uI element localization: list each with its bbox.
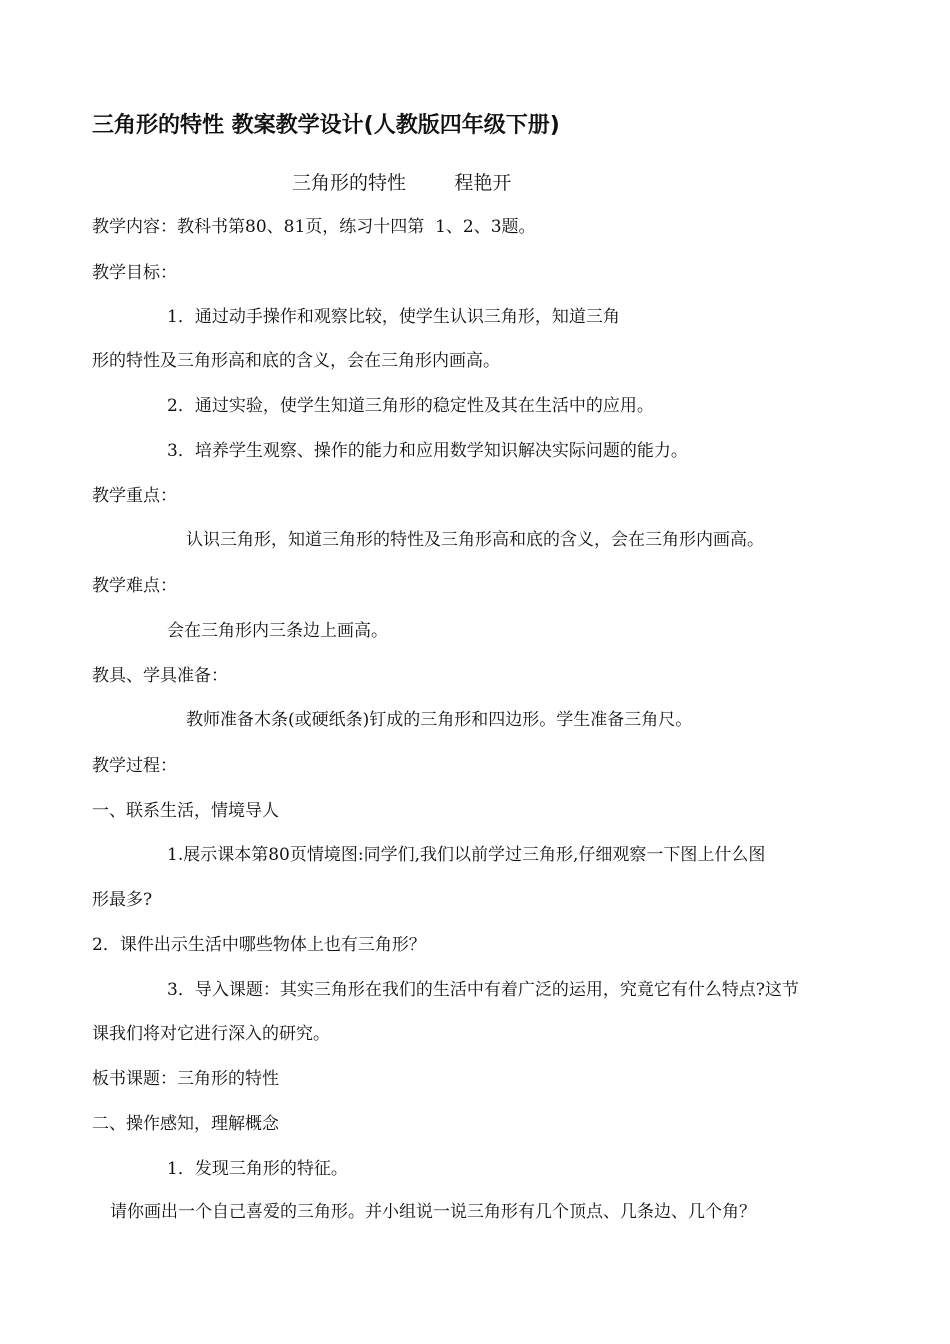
goal-3: 3．培养学生观察、操作的能力和应用数学知识解决实际问题的能力。 [167,441,688,461]
process-label: 教学过程： [92,756,177,776]
tools-label: 教具、学具准备： [92,666,228,686]
section-2-prompt: 请你画出一个自己喜爱的三角形。并小组说一说三角形有几个顶点、几条边、几个角？ [110,1202,756,1222]
section-2-heading: 二、操作感知，理解概念 [92,1114,279,1134]
key-points-text: 认识三角形，知道三角形的特性及三角形高和底的含义，会在三角形内画高。 [186,530,764,550]
difficulty-label: 教学难点： [92,576,177,596]
section-1-item-1-line-2: 形最多? [92,890,153,910]
board-title: 板书课题：三角形的特性 [92,1069,279,1089]
section-1-heading: 一、联系生活，情境导人 [92,801,279,821]
section-2-item-1: 1．发现三角形的特征。 [167,1159,348,1179]
goal-1-line-2: 形的特性及三角形高和底的含义，会在三角形内画高。 [92,351,500,371]
section-1-item-2: 2．课件出示生活中哪些物体上也有三角形？ [92,935,426,955]
goal-1-line-1: 1．通过动手操作和观察比较，使学生认识三角形，知道三角 [167,307,620,327]
section-1-item-1-line-1: 1.展示课本第80页情境图:同学们,我们以前学过三角形,仔细观察一下图上什么图 [167,845,766,865]
tools-text: 教师准备木条(或硬纸条)钉成的三角形和四边形。学生准备三角尺。 [186,710,693,730]
goal-2: 2．通过实验，使学生知道三角形的稳定性及其在生活中的应用。 [167,396,654,416]
document-subtitle: 三角形的特性 程艳开 [292,172,512,194]
key-points-label: 教学重点： [92,486,177,506]
section-1-item-3-line-1: 3．导入课题：其实三角形在我们的生活中有着广泛的运用，究竟它有什么特点?这节 [167,980,799,1000]
difficulty-text: 会在三角形内三条边上画高。 [167,621,388,641]
goals-label: 教学目标： [92,263,177,283]
document-title: 三角形的特性 教案教学设计(人教版四年级下册) [92,113,560,138]
section-1-item-3-line-2: 课我们将对它进行深入的研究。 [92,1024,330,1044]
teaching-content: 教学内容：教科书第80、81页，练习十四第 1、2、3题。 [92,217,536,237]
